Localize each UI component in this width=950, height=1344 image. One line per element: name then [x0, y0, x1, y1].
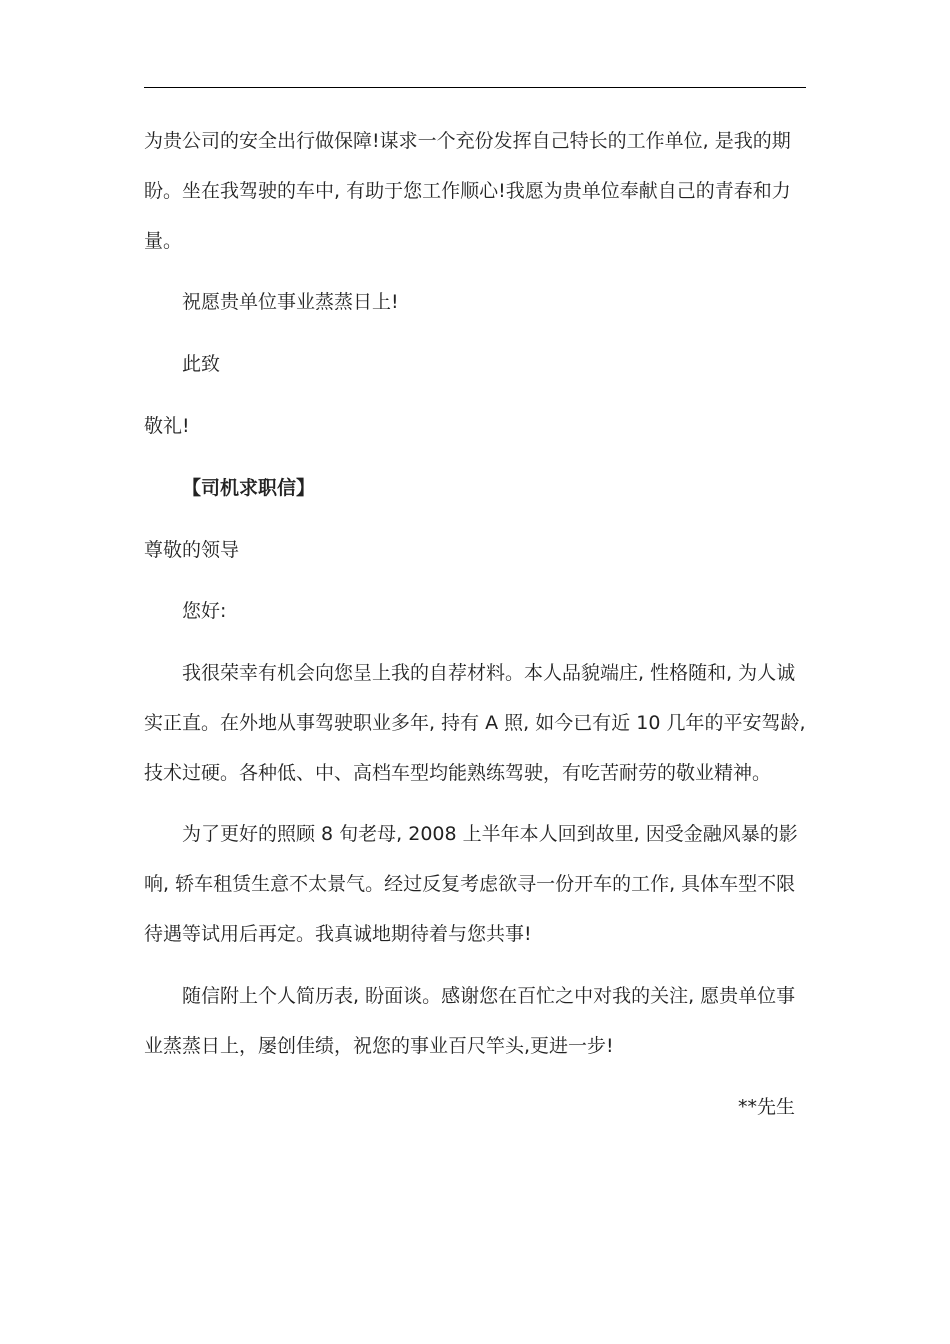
header-rule [144, 87, 806, 88]
closing-salutation: 此致 [182, 353, 221, 375]
paragraph-line: 我很荣幸有机会向您呈上我的自荐材料。本人品貌端庄, 性格随和, 为人诚 [182, 662, 796, 684]
paragraph-line: 响, 轿车租赁生意不太景气。经过反复考虑欲寻一份开车的工作, 具体车型不限 [144, 873, 796, 895]
letter-recipient: 尊敬的领导 [144, 539, 240, 561]
paragraph-line: 为贵公司的安全出行做保障!谋求一个充份发挥自己特长的工作单位, 是我的期 [144, 130, 791, 152]
closing-wish: 祝愿贵单位事业蒸蒸日上! [182, 291, 399, 313]
paragraph-line: 随信附上个人简历表, 盼面谈。感谢您在百忙之中对我的关注, 愿贵单位事 [182, 985, 796, 1007]
paragraph-line: 业蒸蒸日上，屡创佳绩，祝您的事业百尺竿头,更进一步! [144, 1035, 614, 1057]
paragraph-line: 技术过硬。各种低、中、高档车型均能熟练驾驶，有吃苦耐劳的敬业精神。 [144, 762, 772, 784]
paragraph-line: 实正直。在外地从事驾驶职业多年, 持有 A 照, 如今已有近 10 几年的平安驾龄, [144, 712, 806, 734]
paragraph-line: 盼。坐在我驾驶的车中, 有助于您工作顺心!我愿为贵单位奉献自己的青春和力 [144, 180, 791, 202]
closing-regards: 敬礼! [144, 415, 190, 437]
letter-greeting: 您好: [182, 600, 227, 622]
paragraph-line: 待遇等试用后再定。我真诚地期待着与您共事! [144, 923, 532, 945]
paragraph-line: 为了更好的照顾 8 旬老母, 2008 上半年本人回到故里, 因受金融风暴的影 [182, 823, 798, 845]
section-title: 【司机求职信】 [182, 477, 316, 499]
signature: **先生 [737, 1096, 795, 1118]
paragraph-line: 量。 [144, 230, 183, 252]
